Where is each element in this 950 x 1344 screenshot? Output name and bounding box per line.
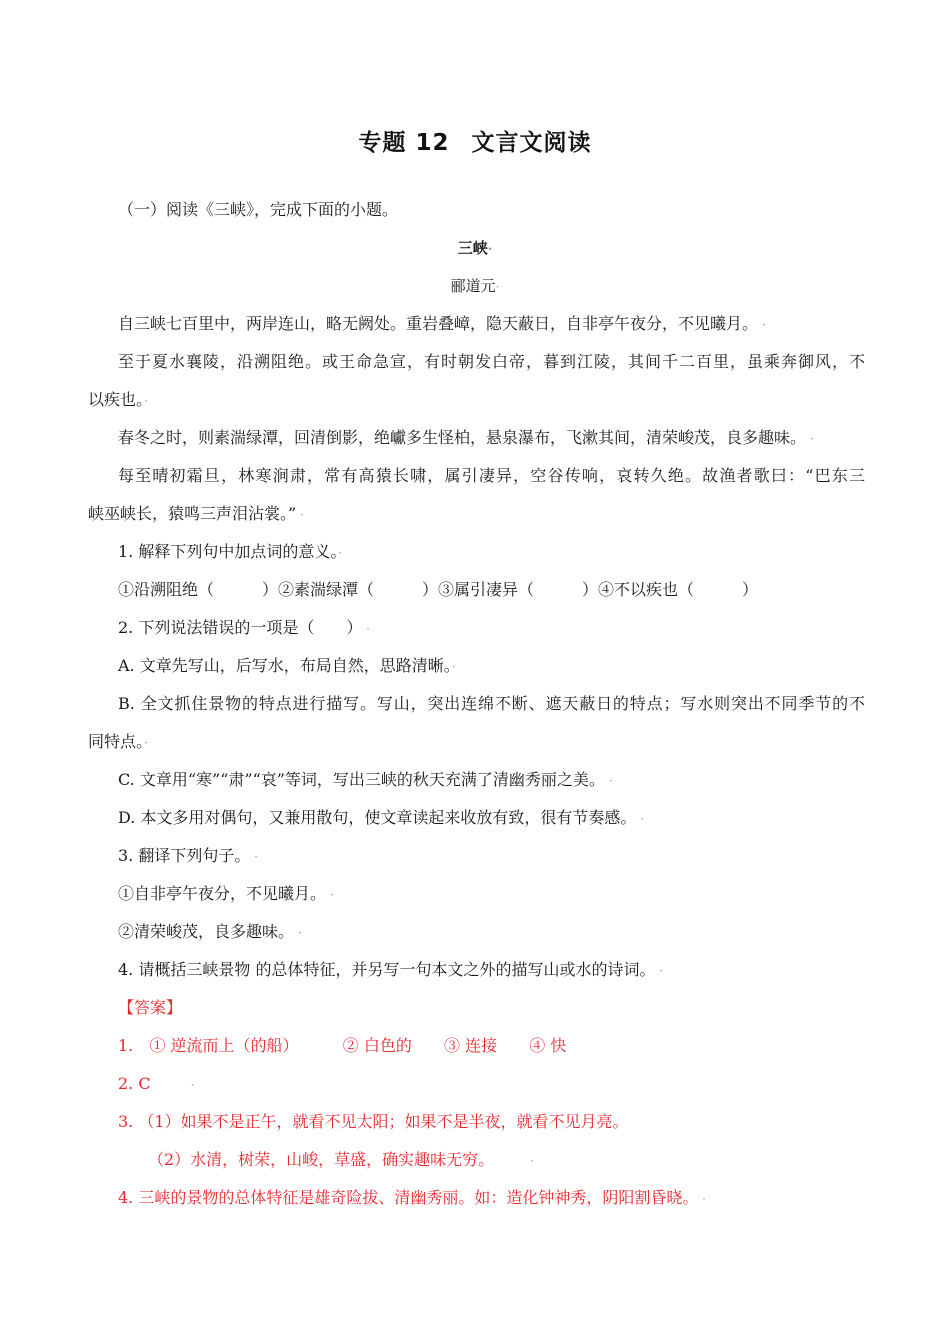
answer-1-item-2: ② 白色的 bbox=[342, 1036, 412, 1055]
question-4-text: 4. 请概括三峡景物 的总体特征，并另写一句本文之外的描写山或水的诗词。 bbox=[118, 960, 656, 979]
answer-2-text: 2. C bbox=[118, 1074, 151, 1093]
question-4: 4. 请概括三峡景物 的总体特征，并另写一句本文之外的描写山或水的诗词。 · bbox=[118, 960, 664, 979]
option-b-cont-text: 同特点。 bbox=[88, 732, 145, 751]
question-2-option-d: D. 本文多用对偶句，又兼用散句，使文章读起来收放有致，很有节奏感。 · bbox=[118, 808, 645, 827]
question-3-sentence-2: ②清荣峻茂，良多趣味。 · bbox=[118, 922, 302, 941]
q3-s2-text: ②清荣峻茂，良多趣味。 bbox=[118, 922, 295, 941]
answer-header: 【答案】 bbox=[118, 998, 183, 1017]
question-3-text: 3. 翻译下列句子。 bbox=[118, 846, 251, 865]
answer-3-part-1: 3. （1）如果不是正午，就看不见太阳；如果不是半夜，就看不见月亮。 bbox=[118, 1112, 629, 1131]
question-2-option-a: A. 文章先写山，后写水，布局自然，思路清晰。· bbox=[118, 656, 456, 675]
answer-4-text: 4. 三峡的景物的总体特征是雄奇险拔、清幽秀丽。如：造化钟神秀，阴阳割昏晓。 bbox=[118, 1188, 699, 1207]
answer-1-item-3: ③ 连接 bbox=[444, 1036, 498, 1055]
passage-p4b-text: 峡巫峡长，猿鸣三声泪沾裳。” bbox=[88, 504, 297, 523]
poem-title: 三峡· bbox=[457, 239, 493, 257]
section-intro: （一）阅读《三峡》，完成下面的小题。 bbox=[118, 200, 399, 219]
question-3-sentence-1: ①自非亭午夜分，不见曦月。 · bbox=[118, 884, 334, 903]
passage-paragraph-2-line-2: 以疾也。· bbox=[88, 390, 148, 409]
poem-title-text: 三峡 bbox=[457, 239, 488, 257]
answer-1-number: 1. bbox=[118, 1036, 134, 1055]
question-2-text: 2. 下列说法错误的一项是（ ） bbox=[118, 618, 363, 637]
passage-paragraph-4-line-1: 每至晴初霜旦，林寒涧肃，常有高猿长啸，属引凄异，空谷传响，哀转久绝。故渔者歌曰：“巴东三 bbox=[118, 466, 865, 485]
answer-1 bbox=[118, 1036, 868, 1056]
question-1: 1. 解释下列句中加点词的意义。· bbox=[118, 542, 343, 561]
passage-paragraph-1: 自三峡七百里中，两岸连山，略无阙处。重岩叠嶂，隐天蔽日，自非亭午夜分，不见曦月。 · bbox=[118, 314, 766, 333]
passage-p1-text: 自三峡七百里中，两岸连山，略无阙处。重岩叠嶂，隐天蔽日，自非亭午夜分，不见曦月。 bbox=[118, 314, 759, 333]
answer-3-part-2-text: （2）水清，树荣，山峻，草盛，确实趣味无穷。 bbox=[148, 1150, 495, 1169]
q3-s1-text: ①自非亭午夜分，不见曦月。 bbox=[118, 884, 327, 903]
title-topic-number: 专题 12 bbox=[358, 130, 450, 156]
option-c-text: C. 文章用“寒”“肃”“哀”等词，写出三峡的秋天充满了清幽秀丽之美。 bbox=[118, 770, 605, 789]
passage-paragraph-3: 春冬之时，则素湍绿潭，回清倒影，绝巘多生怪柏，悬泉瀑布，飞漱其间，清荣峻茂，良多趣味。 · bbox=[118, 428, 814, 447]
answer-3-part-2: （2）水清，树荣，山峻，草盛，确实趣味无穷。 · bbox=[148, 1150, 535, 1169]
title-subject: 文言文阅读 bbox=[471, 130, 592, 156]
page-title bbox=[0, 124, 950, 157]
question-2-option-b-line-1: B. 全文抓住景物的特点进行描写。写山，突出连绵不断、遮天蔽日的特点；写水则突出不同季节的不 bbox=[118, 694, 865, 713]
question-1-items: ①沿溯阻绝（ ）②素湍绿潭（ ）③属引凄异（ ）④不以疾也（ ） bbox=[118, 580, 759, 599]
option-a-text: A. 文章先写山，后写水，布局自然，思路清晰。 bbox=[118, 656, 452, 675]
option-d-text: D. 本文多用对偶句，又兼用散句，使文章读起来收放有致，很有节奏感。 bbox=[118, 808, 637, 827]
question-3: 3. 翻译下列句子。 · bbox=[118, 846, 258, 865]
question-2-option-c: C. 文章用“寒”“肃”“哀”等词，写出三峡的秋天充满了清幽秀丽之美。 · bbox=[118, 770, 613, 789]
answer-1-item-4: ④ 快 bbox=[529, 1036, 567, 1055]
answer-2: 2. C · bbox=[118, 1074, 195, 1093]
answer-1-item-1: ① 逆流而上（的船） bbox=[149, 1036, 299, 1055]
passage-p2b-text: 以疾也。 bbox=[88, 390, 145, 409]
answer-4: 4. 三峡的景物的总体特征是雄奇险拔、清幽秀丽。如：造化钟神秀，阴阳割昏晓。 · bbox=[118, 1188, 706, 1207]
question-2: 2. 下列说法错误的一项是（ ） · bbox=[118, 618, 370, 637]
question-1-text: 1. 解释下列句中加点词的意义。 bbox=[118, 542, 339, 561]
passage-p3-text: 春冬之时，则素湍绿潭，回清倒影，绝巘多生怪柏，悬泉瀑布，飞漱其间，清荣峻茂，良多趣味。 bbox=[118, 428, 807, 447]
poem-author: 郦道元· bbox=[450, 277, 500, 295]
question-2-option-b-line-2: 同特点。· bbox=[88, 732, 148, 751]
passage-paragraph-2-line-1: 至于夏水襄陵，沿溯阻绝。或王命急宣，有时朝发白帝，暮到江陵，其间千二百里，虽乘奔御风，不 bbox=[118, 352, 865, 371]
passage-paragraph-4-line-2: 峡巫峡长，猿鸣三声泪沾裳。” · bbox=[88, 504, 304, 523]
poem-author-text: 郦道元 bbox=[450, 277, 496, 295]
